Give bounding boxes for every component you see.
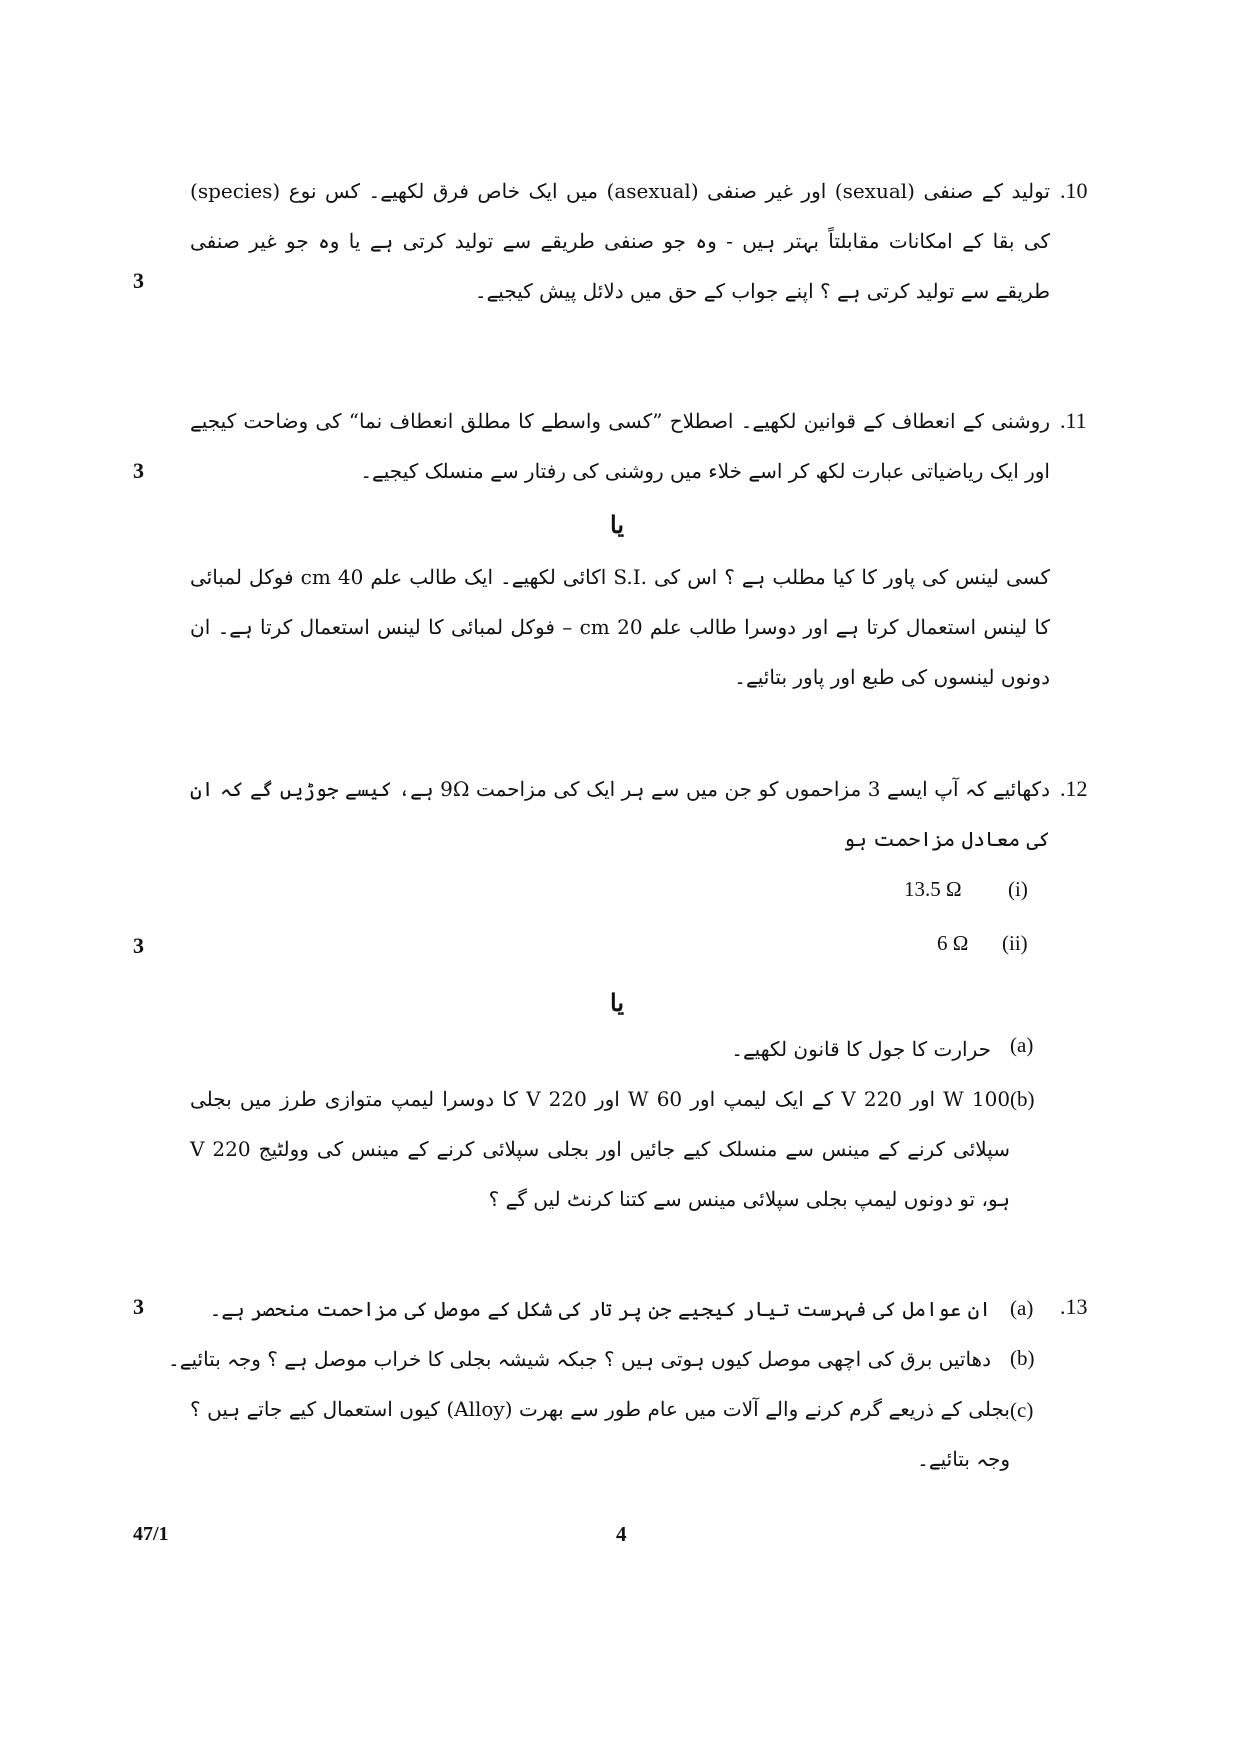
q13-b-label: (b): [1010, 1346, 1035, 1370]
q12-b-text: 100 W اور 220 V کے ایک لیمپ اور 60 W اور 220 V کا دوسرا لیمپ متوازی طرز میں بجلی سپلائی کرنے کے مینس سے منسلک کیے جائیں اور بجلی سپلائی کرنے کے مینس کی وولٹیج 220 V ہو، تو دونوں لیمپ بجلی سپلائی مینس سے کتنا کرنٹ لیں گے ؟: [190, 1087, 1011, 1211]
q12-part-i-label: (i): [1008, 877, 1028, 901]
q13-marks: 3: [133, 1294, 144, 1319]
q13-c-text: بجلی کے ذریعے گرم کرنے والے آلات میں عام طور سے بھرت (Alloy) کیوں استعمال کیے جاتے ہیں ؟ وجہ بتائیے۔: [190, 1397, 1010, 1471]
q13-c-label: (c): [1010, 1398, 1034, 1422]
q13-a-text: ان عوامل کی فہرست تیار کیجیے جن پر تار کی شکل کے موصل کی مزاحمت منحصر ہے۔: [209, 1297, 991, 1321]
q12-part-ii-value: 6 Ω: [937, 931, 969, 955]
q12-number: .12: [1060, 776, 1088, 801]
q12-a-text: حرارت کا جول کا قانون لکھیے۔: [731, 1037, 991, 1061]
page-number: 4: [616, 1522, 627, 1546]
q11-alt-text: کسی لینس کی پاور کا کیا مطلب ہے ؟ اس کی .S.I اکائی لکھیے۔ ایک طالب علم 40 cm فوکل لمبائی کا لینس استعمال کرتا ہے اور دوسرا طالب علم 20 cm – فوکل لمبائی کا لینس استعمال کرتا ہے۔ ان دونوں لینسوں کی طبع اور پاور بتائیے۔: [190, 565, 1050, 689]
paper-code: 47/1: [133, 1523, 169, 1545]
q13-number: .13: [1060, 1294, 1088, 1319]
q12-part-i-value: 13.5 Ω: [904, 877, 962, 901]
q12-a-label: (a): [1010, 1033, 1034, 1057]
q11-or: یا: [610, 510, 624, 539]
q13-b-text: دھاتیں برق کی اچھی موصل کیوں ہوتی ہیں ؟ جبکہ شیشہ بجلی کا خراب موصل ہے ؟ وجہ بتائیے۔: [168, 1347, 991, 1371]
q10-text: تولید کے صنفی (sexual) اور غیر صنفی (asexual) میں ایک خاص فرق لکھیے۔ کس نوع (species) کی بقا کے امکانات مقابلتاً بہتر ہیں - وہ جو صنفی طریقے سے تولید کرتی ہے یا وہ جو غیر صنفی طریقے سے تولید کرتی ہے ؟ اپنے جواب کے حق میں دلائل پیش کیجیے۔: [190, 179, 1050, 303]
q11-marks: 3: [133, 458, 144, 483]
q13-a-label: (a): [1010, 1296, 1034, 1320]
q12-b-label: (b): [1010, 1087, 1035, 1111]
q10-number: .10: [1060, 178, 1088, 203]
q12-marks: 3: [133, 933, 144, 958]
q11-text: روشنی کے انعطاف کے قوانین لکھیے۔ اصطلاح ”کسی واسطے کا مطلق انعطاف نما“ کی وضاحت کیجیے اور ایک ریاضیاتی عبارت لکھ کر اسے خلاء میں روشنی کی رفتار سے منسلک کیجیے۔: [190, 409, 1050, 483]
q12-or: یا: [610, 988, 624, 1017]
q11-number: .11: [1060, 408, 1087, 433]
q10-marks: 3: [133, 268, 144, 293]
q12-text: دکھائیے کہ آپ ایسے 3 مزاحموں کو جن میں سے ہر ایک کی مزاحمت 9Ω ہے، کیسے جوڑیں گے کہ ان کی معادل مزاحمت ہو: [190, 777, 1050, 851]
q12-part-ii-label: (ii): [1002, 931, 1028, 955]
